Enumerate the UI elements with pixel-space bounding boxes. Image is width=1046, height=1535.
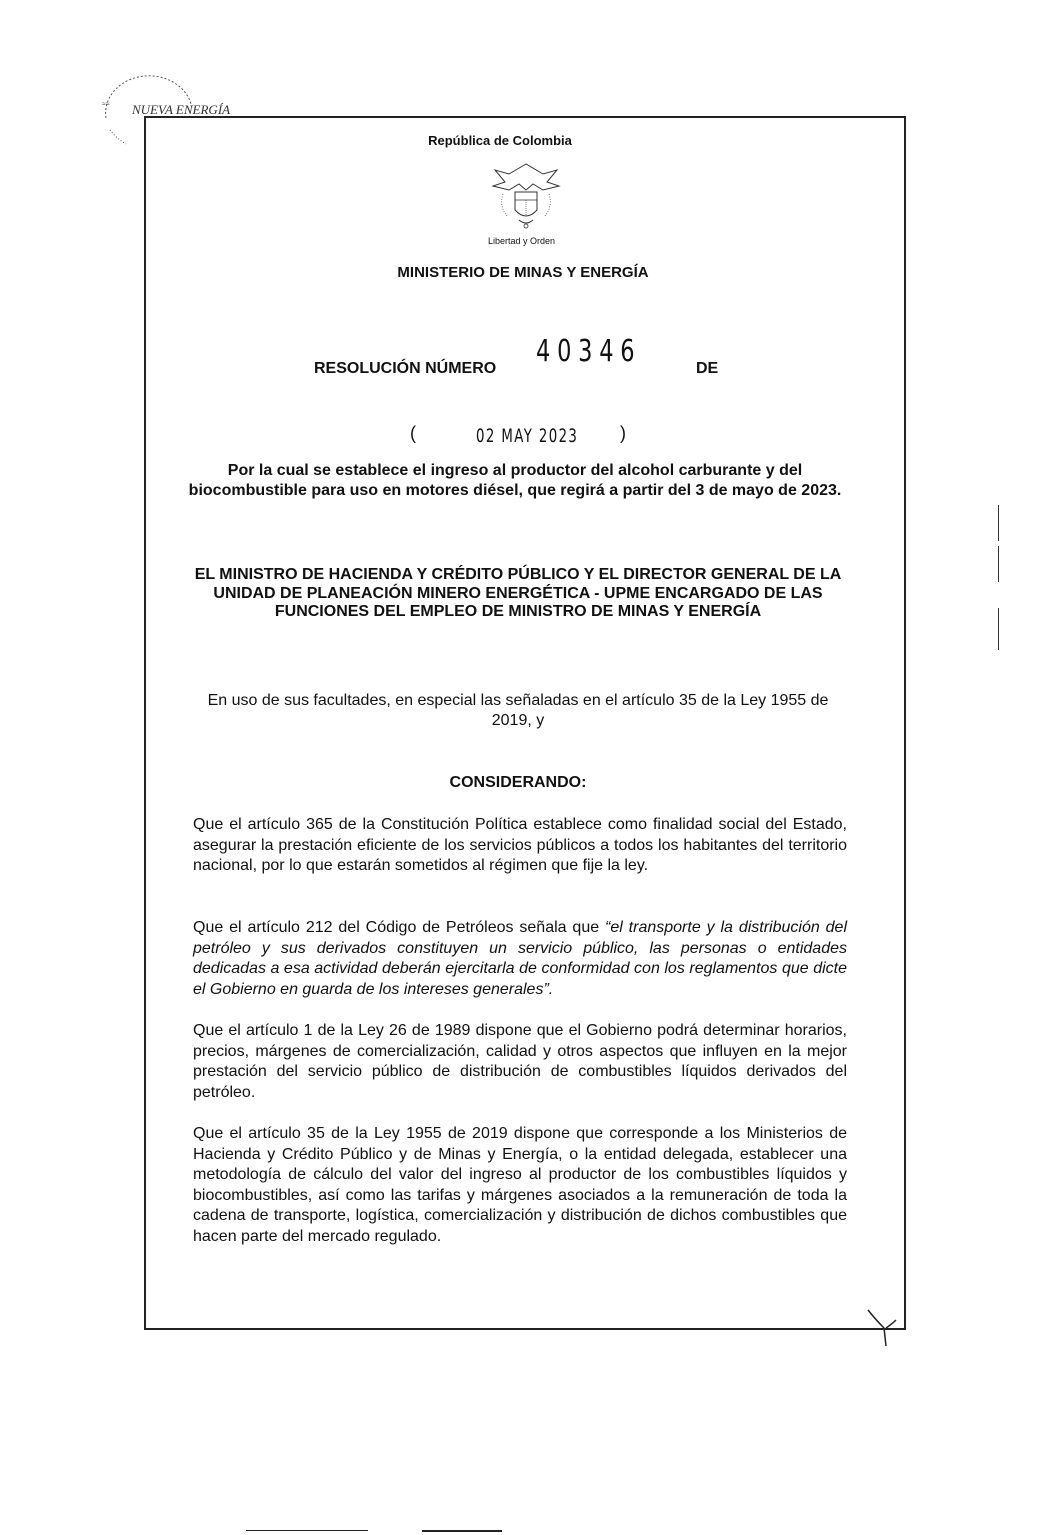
national-motto: Libertad y Orden: [487, 236, 556, 246]
scan-edge-mark: [998, 505, 999, 541]
considering-paragraph-3: Que el artículo 1 de la Ley 26 de 1989 dispone que el Gobierno podrá determinar horarios, precios, márgenes de comercialización, calidad y otros aspectos que influyen en la mejor prestación del servicio público de distribución de combustibles líquidos derivados del petróleo.: [193, 1022, 847, 1101]
considering-paragraph-4: Que el artículo 35 de la Ley 1955 de 2019 dispone que corresponde a los Ministerios de Hacienda y Crédito Público y de Minas y Energía, o la entidad delegada, establecer una metodología de cálculo del valor del ingreso al productor de los combustibles líquidos y biocombustibles, así como las tarifas y márgenes asociados a la remuneración de toda la cadena de transporte, logística, comercialización y distribución de dichos combustibles que hacen parte del mercado regulado.: [193, 1125, 847, 1245]
svg-text:≈≈: ≈≈: [102, 101, 110, 108]
resolution-number: 40346: [536, 334, 642, 369]
stamp-text: NUEVA ENERGÍA: [132, 102, 231, 117]
coat-of-arms-icon: [489, 160, 563, 232]
resolution-de-label: DE: [696, 360, 719, 377]
date-open-paren: (: [410, 423, 416, 443]
footer-rule: [422, 1530, 502, 1532]
resolution-title: Por la cual se establece el ingreso al productor del alcohol carburante y del biocombustible para uso en motores diésel, que regirá a partir del 3 de mayo de 2023.: [188, 462, 842, 499]
legal-faculties: En uso de sus facultades, en especial las señaladas en el artículo 35 de la Ley 1955 de 2019, y: [207, 692, 829, 729]
country-name: República de Colombia: [428, 133, 572, 148]
footer-rule: [246, 1530, 368, 1531]
scan-edge-mark: [998, 608, 999, 650]
resolution-label: RESOLUCIÓN NÚMERO: [314, 360, 497, 377]
initial-signature-mark: [866, 1306, 900, 1352]
issuing-authority: EL MINISTRO DE HACIENDA Y CRÉDITO PÚBLICO Y EL DIRECTOR GENERAL DE LA UNIDAD DE PLANEACIÓN MINERO ENERGÉTICA - UPME ENCARGADO DE LAS FUNCIONES DEL EMPLEO DE MINISTRO DE MINAS Y ENERGÍA: [194, 566, 842, 620]
considering-paragraph-1: Que el artículo 365 de la Constitución Política establece como finalidad social del Estado, asegurar la prestación eficiente de los servicios públicos a todos los habitantes del territorio nacional, por lo que estarán sometidos al régimen que fije la ley.: [193, 816, 847, 874]
ministry-name: MINISTERIO DE MINAS Y ENERGÍA: [397, 264, 649, 281]
paragraph-2-intro: Que el artículo 212 del Código de Petróleos señala que: [193, 919, 606, 936]
scan-edge-mark: [998, 546, 999, 582]
date-close-paren: ): [620, 423, 626, 443]
considering-paragraph-2: [193, 918, 847, 1000]
considering-heading: CONSIDERANDO:: [449, 774, 587, 791]
paragraph-2-quote: “el transporte y la distribución del petróleo y sus derivados constituyen un servicio público, las personas o entidades dedicadas a esa actividad deberán ejercitarla de conformidad con los reglamentos que dicte el Gobierno en guarda de los intereses generales”.: [193, 919, 848, 998]
resolution-date: 02 MAY 2023: [476, 425, 579, 447]
